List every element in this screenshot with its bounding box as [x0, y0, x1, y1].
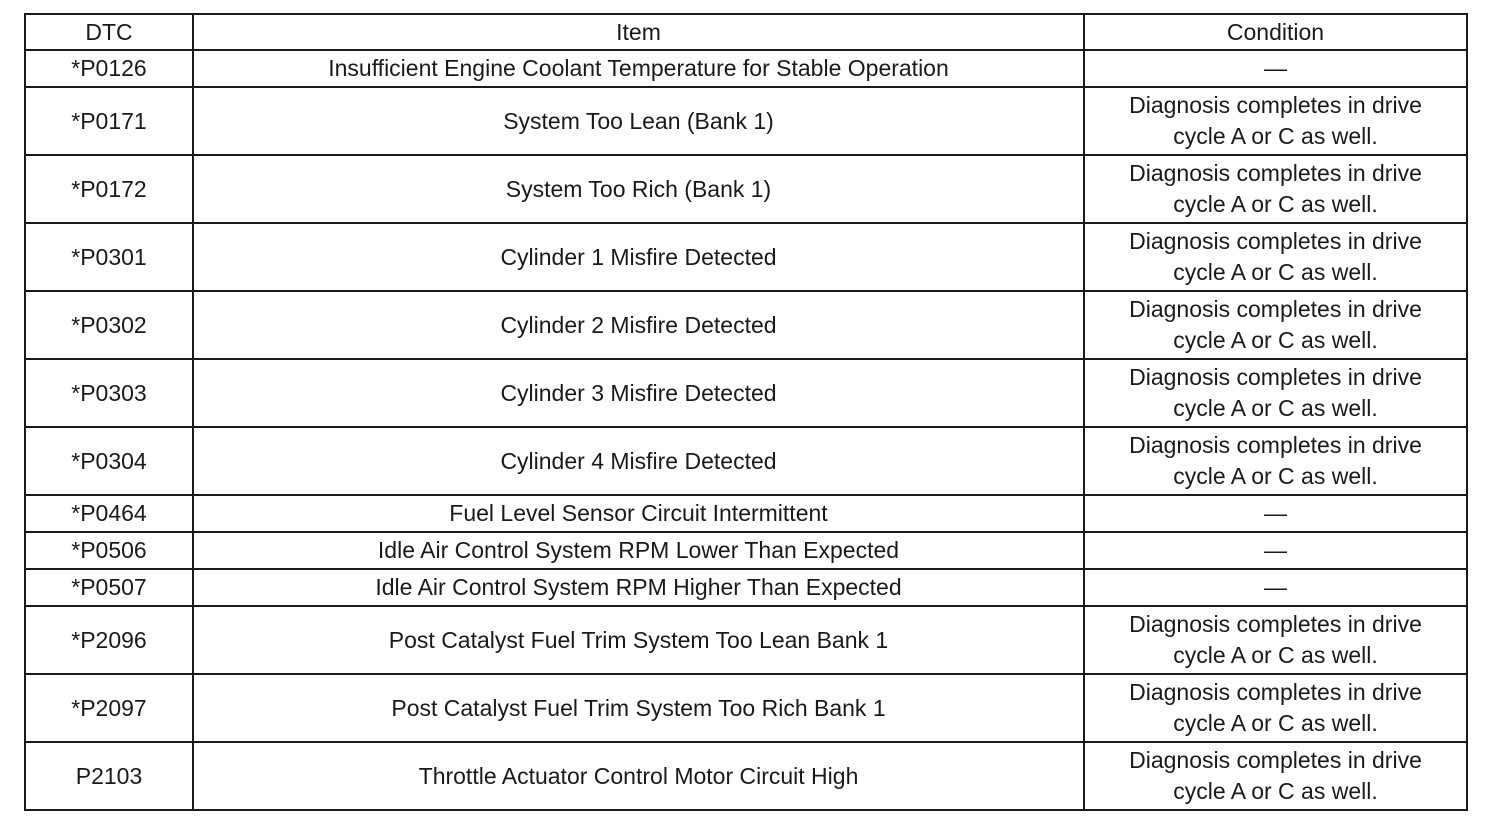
- item-column-header: Item: [193, 14, 1084, 50]
- condition-cell: [1084, 674, 1467, 742]
- condition-text: —: [1264, 574, 1287, 600]
- item-cell: Idle Air Control System RPM Lower Than Expected: [193, 532, 1084, 569]
- item-cell: Cylinder 3 Misfire Detected: [193, 359, 1084, 427]
- condition-cell: [1084, 223, 1467, 291]
- condition-text: Diagnosis completes in drive cycle A or C as well.: [1129, 747, 1422, 804]
- condition-cell: [1084, 291, 1467, 359]
- item-cell: Post Catalyst Fuel Trim System Too Lean Bank 1: [193, 606, 1084, 674]
- condition-cell: [1084, 532, 1467, 569]
- condition-text: —: [1264, 55, 1287, 81]
- dtc-code-cell: *P0126: [25, 50, 193, 87]
- item-cell: Idle Air Control System RPM Higher Than Expected: [193, 569, 1084, 606]
- table-body: [25, 50, 1467, 810]
- condition-cell: [1084, 87, 1467, 155]
- table-row: [25, 606, 1467, 674]
- header-row: [25, 14, 1467, 50]
- dtc-code-cell: *P0464: [25, 495, 193, 532]
- condition-cell: [1084, 569, 1467, 606]
- condition-text: —: [1264, 500, 1287, 526]
- table-row: [25, 87, 1467, 155]
- table-row: [25, 532, 1467, 569]
- condition-text: Diagnosis completes in drive cycle A or C as well.: [1129, 432, 1422, 489]
- table-row: [25, 742, 1467, 810]
- condition-cell: [1084, 359, 1467, 427]
- condition-text: Diagnosis completes in drive cycle A or C as well.: [1129, 160, 1422, 217]
- dtc-code-cell: *P0172: [25, 155, 193, 223]
- dtc-table: [24, 13, 1468, 811]
- condition-text: Diagnosis completes in drive cycle A or C as well.: [1129, 92, 1422, 149]
- condition-cell: [1084, 427, 1467, 495]
- condition-cell: [1084, 155, 1467, 223]
- table-row: [25, 674, 1467, 742]
- item-cell: Cylinder 4 Misfire Detected: [193, 427, 1084, 495]
- condition-text: Diagnosis completes in drive cycle A or C as well.: [1129, 296, 1422, 353]
- table-row: [25, 359, 1467, 427]
- table-header: [25, 14, 1467, 50]
- condition-text: —: [1264, 537, 1287, 563]
- dtc-code-cell: *P0303: [25, 359, 193, 427]
- item-cell: Fuel Level Sensor Circuit Intermittent: [193, 495, 1084, 532]
- condition-column-header: Condition: [1084, 14, 1467, 50]
- table-row: [25, 223, 1467, 291]
- table-row: [25, 569, 1467, 606]
- condition-cell: [1084, 495, 1467, 532]
- dtc-code-cell: *P0301: [25, 223, 193, 291]
- item-cell: System Too Rich (Bank 1): [193, 155, 1084, 223]
- item-cell: System Too Lean (Bank 1): [193, 87, 1084, 155]
- dtc-code-cell: P2103: [25, 742, 193, 810]
- table-row: [25, 50, 1467, 87]
- item-cell: Post Catalyst Fuel Trim System Too Rich Bank 1: [193, 674, 1084, 742]
- condition-text: Diagnosis completes in drive cycle A or C as well.: [1129, 611, 1422, 668]
- condition-text: Diagnosis completes in drive cycle A or C as well.: [1129, 364, 1422, 421]
- condition-cell: [1084, 606, 1467, 674]
- item-cell: Cylinder 1 Misfire Detected: [193, 223, 1084, 291]
- dtc-code-cell: *P0171: [25, 87, 193, 155]
- item-cell: Cylinder 2 Misfire Detected: [193, 291, 1084, 359]
- dtc-code-cell: *P0304: [25, 427, 193, 495]
- dtc-code-cell: *P0506: [25, 532, 193, 569]
- condition-cell: [1084, 742, 1467, 810]
- table-row: [25, 291, 1467, 359]
- condition-text: Diagnosis completes in drive cycle A or C as well.: [1129, 228, 1422, 285]
- dtc-code-cell: *P0507: [25, 569, 193, 606]
- dtc-column-header: DTC: [25, 14, 193, 50]
- condition-text: Diagnosis completes in drive cycle A or C as well.: [1129, 679, 1422, 736]
- item-cell: Throttle Actuator Control Motor Circuit High: [193, 742, 1084, 810]
- dtc-code-cell: *P2097: [25, 674, 193, 742]
- item-cell: Insufficient Engine Coolant Temperature for Stable Operation: [193, 50, 1084, 87]
- dtc-code-cell: *P2096: [25, 606, 193, 674]
- table-row: [25, 155, 1467, 223]
- table-row: [25, 495, 1467, 532]
- dtc-code-cell: *P0302: [25, 291, 193, 359]
- condition-cell: [1084, 50, 1467, 87]
- table-row: [25, 427, 1467, 495]
